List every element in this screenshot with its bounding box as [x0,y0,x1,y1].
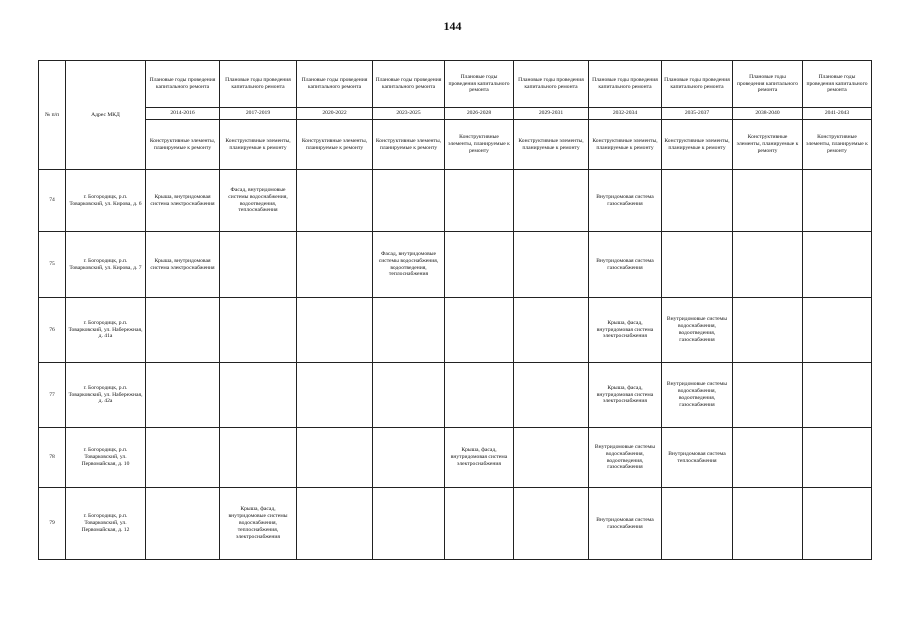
elements-header: Конструктивные элементы, планируемые к ремонту [297,120,373,170]
repair-cell [373,488,445,560]
planned-header: Плановые годы проведения капитального ремонта [589,61,662,108]
table-row [39,170,872,232]
repair-cell [445,298,514,363]
repair-cell [803,428,872,488]
repair-cell: Фасад, внутридомовые системы водоснабжения, водоотведения, теплоснабжения [220,170,297,232]
repair-cell [733,363,803,428]
elements-header: Конструктивные элементы, планируемые к ремонту [220,120,297,170]
repair-cell [146,488,220,560]
planned-header: Плановые годы проведения капитального ремонта [662,61,733,108]
row-number: 76 [39,298,66,363]
period-header: 2029-2031 [514,108,589,120]
planned-header: Плановые годы проведения капитального ремонта [733,61,803,108]
repair-cell [146,428,220,488]
elements-header: Конструктивные элементы, планируемые к ремонту [733,120,803,170]
repair-cell: Крыша, внутридомовая система электроснабжения [146,232,220,298]
elements-header: Конструктивные элементы, планируемые к ремонту [373,120,445,170]
planned-header: Плановые годы проведения капитального ремонта [297,61,373,108]
repair-cell: Внутридомовая система теплоснабжения [662,428,733,488]
repair-cell: Крыша, внутридомовая система электроснабжения [146,170,220,232]
planned-header: Плановые годы проведения капитального ремонта [445,61,514,108]
elements-header: Конструктивные элементы, планируемые к ремонту [146,120,220,170]
elements-header: Конструктивные элементы, планируемые к ремонту [589,120,662,170]
period-header: 2017-2019 [220,108,297,120]
repair-cell: Внутридомовая система газоснабжения [589,488,662,560]
period-header: 2020-2022 [297,108,373,120]
elements-header: Конструктивные элементы, планируемые к ремонту [514,120,589,170]
repair-cell [445,232,514,298]
repair-cell [445,488,514,560]
repair-cell [803,363,872,428]
table-row [39,428,872,488]
repair-cell [297,488,373,560]
period-header: 2041-2043 [803,108,872,120]
repair-cell: Крыша, фасад, внутридомовая система электроснабжения [589,363,662,428]
repair-cell [297,170,373,232]
capital-repair-table [38,60,872,560]
repair-cell [514,488,589,560]
repair-cell [803,298,872,363]
repair-cell [514,232,589,298]
planned-header: Плановые годы проведения капитального ремонта [514,61,589,108]
repair-cell: Внутридомовая система газоснабжения [589,170,662,232]
table-row [39,363,872,428]
repair-cell [373,298,445,363]
repair-cell [733,488,803,560]
header-row-years [39,108,872,120]
repair-cell [297,363,373,428]
elements-header: Конструктивные элементы, планируемые к ремонту [445,120,514,170]
header-row-elements [39,120,872,170]
repair-cell [514,298,589,363]
row-number: 74 [39,170,66,232]
repair-cell: Внутридомовые системы водоснабжения, водоотведения, газоснабжения [589,428,662,488]
repair-cell [146,363,220,428]
row-address: г. Богородицк, р.п. Товарковский, ул. Кирова, д. 7 [66,232,146,298]
repair-cell [803,232,872,298]
elements-header: Конструктивные элементы, планируемые к ремонту [803,120,872,170]
repair-cell [662,232,733,298]
repair-cell [445,170,514,232]
period-header: 2026-2028 [445,108,514,120]
row-address: г. Богородицк, р.п. Товарковский, ул. Первомайская, д. 12 [66,488,146,560]
repair-cell [803,488,872,560]
repair-cell [803,170,872,232]
row-address: г. Богородицк, р.п. Товарковский, ул. Кирова, д. 6 [66,170,146,232]
period-header: 2038-2040 [733,108,803,120]
repair-cell: Внутридомовые системы водоснабжения, водоотведения, газоснабжения [662,363,733,428]
header-row-planned [39,61,872,108]
repair-cell [514,170,589,232]
row-address: г. Богородицк, р.п. Товарковский, ул. Набережная, д. 42а [66,363,146,428]
planned-header: Плановые годы проведения капитального ремонта [803,61,872,108]
repair-cell [297,298,373,363]
repair-cell [733,170,803,232]
table-row [39,232,872,298]
period-header: 2014-2016 [146,108,220,120]
repair-cell [146,298,220,363]
repair-cell [514,428,589,488]
repair-cell [514,363,589,428]
repair-cell [733,428,803,488]
repair-cell [662,488,733,560]
period-header: 2032-2034 [589,108,662,120]
planned-header: Плановые годы проведения капитального ремонта [146,61,220,108]
repair-cell [733,232,803,298]
repair-cell [662,170,733,232]
elements-header: Конструктивные элементы, планируемые к ремонту [662,120,733,170]
planned-header: Плановые годы проведения капитального ремонта [373,61,445,108]
repair-cell: Фасад, внутридомовые системы водоснабжения, водоотведения, теплоснабжения [373,232,445,298]
row-number: 75 [39,232,66,298]
repair-cell: Крыша, фасад, внутридомовые системы водоснабжения, теплоснабжения, электроснабжения [220,488,297,560]
repair-cell [445,363,514,428]
repair-cell [297,232,373,298]
row-address: г. Богородицк, р.п. Товарковский, ул. Первомайская, д. 10 [66,428,146,488]
repair-cell [297,428,373,488]
row-number: 79 [39,488,66,560]
repair-cell [220,232,297,298]
repair-cell [373,428,445,488]
row-number: 77 [39,363,66,428]
repair-cell [373,363,445,428]
repair-cell [373,170,445,232]
num-header: № п/п [39,61,66,170]
table-row [39,298,872,363]
repair-cell: Крыша, фасад, внутридомовая система электроснабжения [445,428,514,488]
repair-cell: Внутридомовая система газоснабжения [589,232,662,298]
repair-cell: Внутридомовые системы водоснабжения, водоотведения, газоснабжения [662,298,733,363]
row-address: г. Богородицк, р.п. Товарковский, ул. Набережная, д. 41а [66,298,146,363]
table-row [39,488,872,560]
repair-cell: Крыша, фасад, внутридомовая система электроснабжения [589,298,662,363]
planned-header: Плановые годы проведения капитального ремонта [220,61,297,108]
repair-cell [220,363,297,428]
period-header: 2023-2025 [373,108,445,120]
repair-cell [220,298,297,363]
address-header: Адрес МКД [66,61,146,170]
repair-cell [220,428,297,488]
period-header: 2035-2037 [662,108,733,120]
repair-cell [733,298,803,363]
page-number: 144 [443,19,462,33]
row-number: 78 [39,428,66,488]
